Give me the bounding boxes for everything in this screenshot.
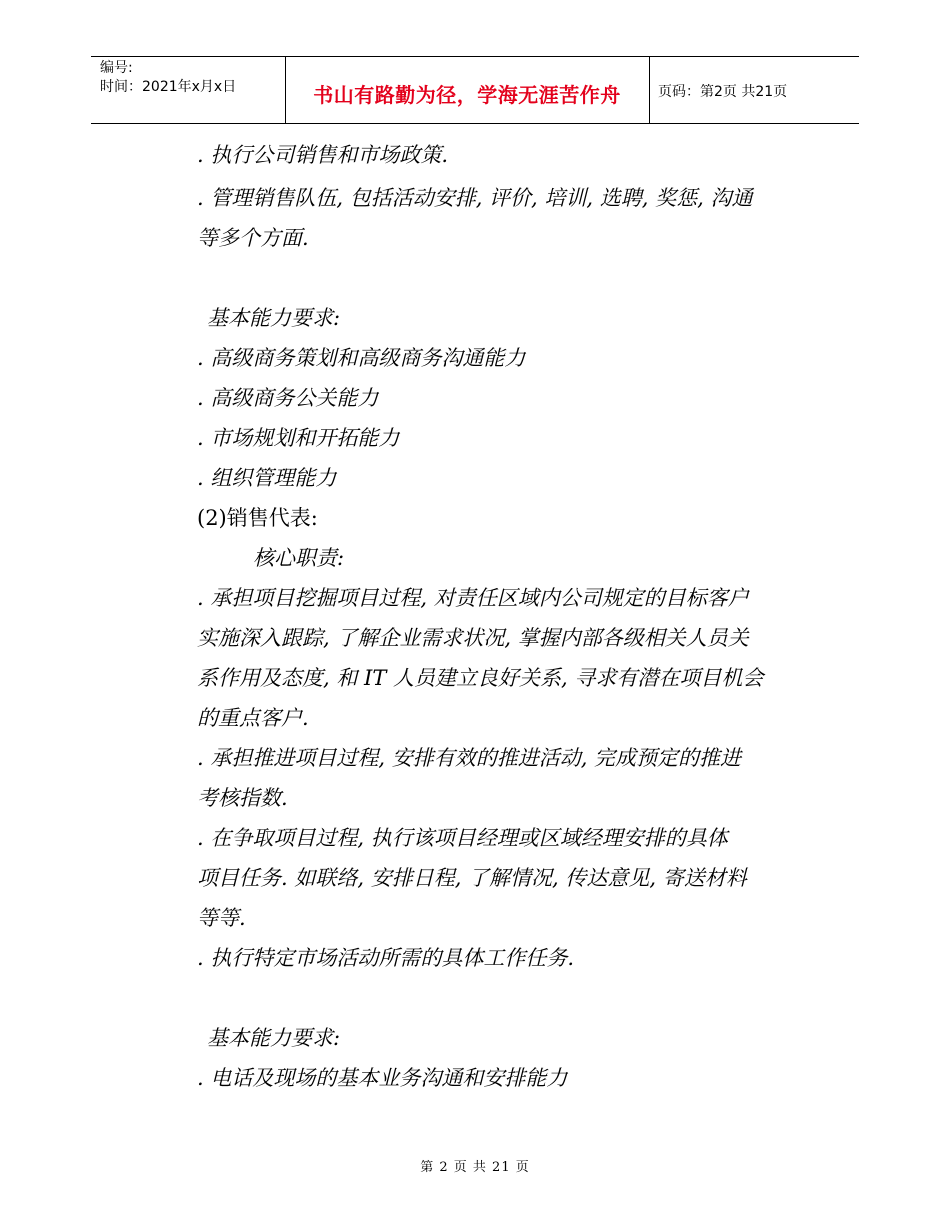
list-item: . 组织管理能力: [197, 466, 337, 490]
header-page-info: 页码：第2页 共21页: [658, 84, 788, 100]
text-line: 等多个方面.: [197, 226, 309, 250]
time-label: 时间：2021年x月x日: [100, 79, 237, 95]
text-line: . 承担项目挖掘项目过程, 对责任区域内公司规定的目标客户: [197, 586, 749, 610]
subsection-heading: 核心职责:: [253, 546, 345, 570]
header-meta: [100, 59, 236, 97]
text-line: 实施深入跟踪, 了解企业需求状况, 掌握内部各级相关人员关: [197, 626, 749, 650]
section-heading: 基本能力要求:: [207, 306, 341, 330]
text-line: . 承担推进项目过程, 安排有效的推进活动, 完成预定的推进: [197, 746, 742, 770]
text-line: 项目任务. 如联络, 安排日程, 了解情况, 传达意见, 寄送材料: [197, 866, 747, 890]
list-item: . 市场规划和开拓能力: [197, 426, 400, 450]
header-motto: 书山有路勤为径，学海无涯苦作舟: [313, 83, 621, 107]
text-line: . 执行特定市场活动所需的具体工作任务.: [197, 946, 575, 970]
text-line: 的重点客户.: [197, 706, 309, 730]
header-divider: [649, 57, 650, 123]
section-heading: 基本能力要求:: [207, 1026, 341, 1050]
page-header: [91, 56, 859, 124]
list-item: . 高级商务策划和高级商务沟通能力: [197, 346, 526, 370]
page-footer: 第 2 页 共 21 页: [420, 1160, 530, 1175]
text-line: 考核指数.: [197, 786, 288, 810]
text-line: . 执行公司销售和市场政策.: [197, 143, 449, 167]
text-line: 系作用及态度, 和 IT 人员建立良好关系, 寻求有潜在项目机会: [197, 666, 764, 690]
text-line: . 在争取项目过程, 执行该项目经理或区域经理安排的具体: [197, 826, 728, 850]
list-item: . 电话及现场的基本业务沟通和安排能力: [197, 1066, 568, 1090]
list-item: . 高级商务公关能力: [197, 386, 379, 410]
text-line: 等等.: [197, 906, 246, 930]
section-heading: (2)销售代表:: [197, 506, 318, 530]
number-label: 编号:: [100, 60, 133, 76]
text-line: . 管理销售队伍, 包括活动安排, 评价, 培训, 选聘, 奖惩, 沟通: [197, 186, 753, 210]
